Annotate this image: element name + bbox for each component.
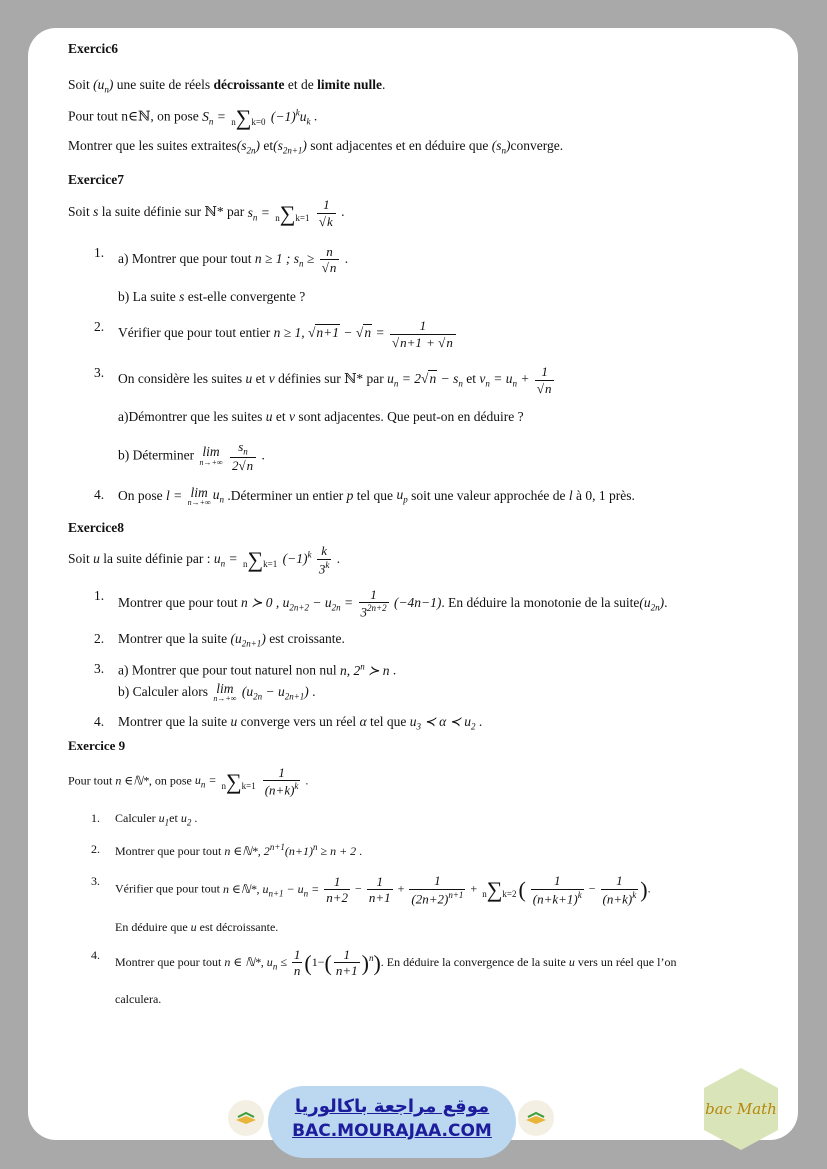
site-name-arabic[interactable]: موقع مراجعة باكالوريا	[294, 1096, 490, 1117]
book-logo-icon	[518, 1100, 554, 1136]
ex7-q3b: b) Déterminer lim n→+∞ $\frac{s_n}{2√n}$ .	[118, 438, 265, 473]
ex9-q4: 4. Montrer que pour tout n ∈ ℕ*, $u_n$ ≤ $\frac{1}{n}$ (1−( $\frac{1}{n+1}$ )$^n$). En déduire la convergence de la suite u vers un réel que l’on	[91, 946, 677, 979]
ex8-q1: 1. Montrer que pour tout n ≻ 0 , $u_{2n+2} - u_{2n}$ = $\frac{1}{3^{2n+2}}$ (−4n−1). En déduire la monotonie de la $suite(u_{2n})$.	[94, 586, 668, 620]
ex8-questions	[68, 587, 778, 733]
ex8-q3b: b) Calculer alors lim n→+∞ $(u_{2n} - u_{2n+1})$ .	[118, 680, 316, 704]
document-page	[28, 28, 798, 1140]
site-banner[interactable]	[268, 1086, 516, 1158]
ex8-intro: Soit u la suite définie par : $u_n = n\sum k=1$ $(-1)^k$ $\frac{k}{3^k}$ .	[68, 543, 341, 577]
ex7-q3: 3. On considère les suites u et v définies sur ℕ* par $u_n = 2√n - s_n$ et $v_n = u_n$ + $\frac{1}{√n}$	[68, 364, 778, 396]
exercise-9	[68, 737, 778, 1007]
ex9-questions	[68, 810, 778, 1007]
ex9-q3-deduce: En déduire que u est décroissante.	[115, 919, 279, 934]
left-logo	[228, 1100, 264, 1136]
site-url[interactable]: BAC.MOURAJAA.COM	[292, 1121, 492, 1141]
ex9-intro: Pour tout n ∈ℕ*, on pose $u_n = n\sum k=1$ $\frac{1}{(n+k)^k}$ .	[68, 764, 309, 798]
ex7-q1b: b) La suite s est-elle convergente ?	[118, 288, 306, 304]
ex9-q1: 1. Calculer $u_1et$ $u_2$ .	[91, 811, 198, 828]
ex7-q1: 1. a) Montrer que pour tout n ≥ 1 ; $s_n$ ≥ $\frac{n}{√n}$ .	[94, 243, 349, 276]
right-logo	[518, 1100, 554, 1136]
bac-math-logo	[698, 1066, 784, 1152]
ex7-questions	[68, 244, 778, 507]
ex7-q3a: a)Démontrer que les suites u et v sont adjacentes. Que peut-on en déduire ?	[118, 409, 524, 425]
ex6-line-1: Soit $(u_n)$ une suite de réels décroissante et de limite nulle.	[68, 77, 386, 95]
exercise-9-title: Exercice 9	[68, 738, 126, 754]
ex6-line-2: Pour tout n∈ℕ, on pose $S_n = n\sum k=0$ $(-1)^ku_k$ .	[68, 104, 318, 130]
svg-text:bac Math: bac Math	[705, 1100, 777, 1118]
ex9-q4-cont: calculera.	[115, 991, 162, 1006]
ex9-q3: 3. Vérifier que pour tout n ∈ℕ*, $u_{n+1} - u_n$ = $\frac{1}{n+2}$ − $\frac{1}{n+1}$ + $\frac{1}{(2n+2)^{n+1}}$ + n∑k=2( $\frac{1}{(n+k+1)^k}$ − $\frac{1}{(n+k)^k}$ ).	[91, 873, 651, 906]
ex7-intro: Soit s la suite définie sur ℕ* par $s_n = n\sum k=1$ $\frac{1}{√k}$ .	[68, 197, 345, 230]
ex8-q4: 4. Montrer que la suite u converge vers un réel α tel que $u_3$ ≺ α ≺ $u_2$ .	[94, 714, 483, 733]
ex7-q4: 4. On pose l = lim n→+∞ $u_n$ .Déterminer un entier p tel que $u_p$ soit une valeur approchée de l à 0, 1 près.	[94, 484, 635, 508]
document-content	[68, 38, 778, 1007]
exercise-7-title: Exercice7	[68, 172, 124, 188]
ex6-line-3: Montrer que les suites $extraites(s_{2n})$ $et(s_{2n+1})$ sont adjacentes et en déduire que $(s_n)converge$.	[68, 138, 564, 157]
exercise-6-title: Exercic6	[68, 41, 118, 56]
ex8-q2: 2. Montrer que la suite $(u_{2n+1})$ est croissante.	[94, 631, 345, 650]
exercise-8-title: Exercice8	[68, 520, 124, 536]
ex7-q2: 2. Vérifier que pour tout entier n ≥ 1, √n+1 − √n = $\frac{1}{√n+1 + √n}$	[68, 318, 778, 350]
book-logo-icon	[228, 1100, 264, 1136]
ex9-q2: 2. Montrer que pour tout n ∈ℕ*, $2^{n+1}(n+1)^n \ge n + 2$ .	[91, 841, 363, 858]
ex8-q3a: 3. a) Montrer que pour tout naturel non nul n, 2$^n$ ≻ n .	[94, 661, 397, 678]
